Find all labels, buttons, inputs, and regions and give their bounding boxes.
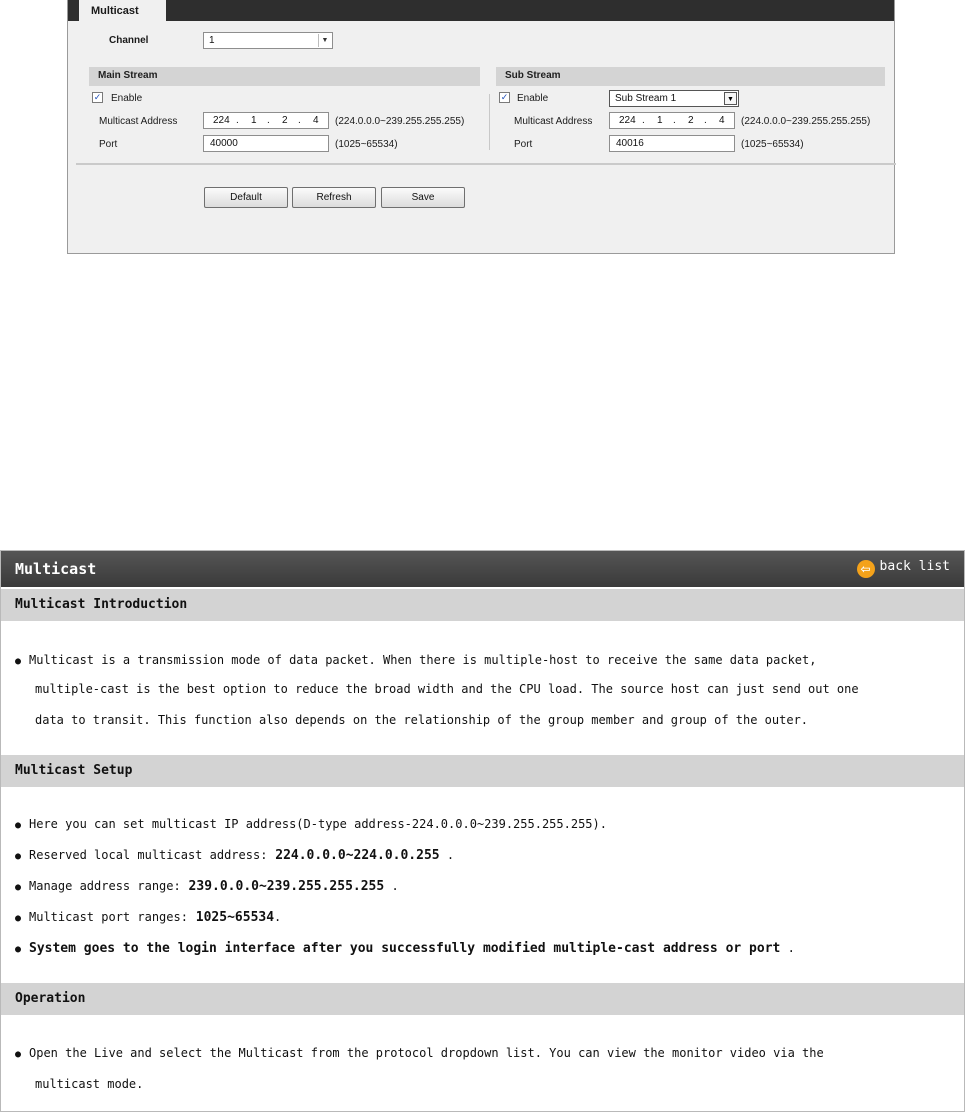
setup-item: ● Multicast port ranges: 1025~65534. [15,910,282,925]
multicast-help-panel [0,550,965,1112]
sub-multicast-address-input[interactable] [609,112,735,129]
operation-line: multicast mode. [35,1077,144,1091]
tab-multicast[interactable]: Multicast [79,0,166,22]
main-enable-checkbox[interactable]: ✓ [93,92,102,102]
main-ip-octet-4[interactable]: 4 [313,115,319,126]
sub-port-label: Port [514,139,533,150]
channel-label: Channel [109,35,149,46]
sub-address-range: (224.0.0.0~239.255.255.255) [741,116,871,127]
refresh-button[interactable]: Refresh [292,187,376,208]
sub-enable-label: Enable [517,93,549,104]
main-ip-octet-1[interactable]: 224 [213,115,230,126]
main-multicast-address-input[interactable] [203,112,329,129]
main-address-label: Multicast Address [99,116,178,127]
sub-stream-select[interactable] [609,90,739,107]
sub-port-input[interactable]: 40016 [609,135,735,152]
save-button[interactable]: Save [381,187,465,208]
back-list-link[interactable] [857,559,950,578]
section-operation: Operation [1,983,964,1015]
main-port-label: Port [99,139,118,150]
bullet-icon: ● [15,820,22,831]
bullet-icon: ● [15,656,22,667]
sub-stream-header: Sub Stream [496,67,885,86]
chevron-down-icon: ▼ [318,34,331,47]
multicast-config-panel [67,0,895,254]
sub-address-label: Multicast Address [514,116,593,127]
main-stream-header: Main Stream [89,67,480,86]
main-address-range: (224.0.0.0~239.255.255.255) [335,116,465,127]
ip-separator: . [236,115,239,126]
operation-line: ● Open the Live and select the Multicast from the protocol dropdown list. You can view the monitor video via the [15,1046,824,1060]
sub-stream-select-value: Sub Stream 1 [615,93,677,104]
ip-separator: . [642,115,645,126]
main-enable-label: Enable [111,93,143,104]
bullet-icon: ● [15,913,22,924]
config-top-bar [68,0,894,21]
bullet-icon: ● [15,851,22,862]
bullet-icon: ● [15,1049,22,1060]
intro-line: data to transit. This function also depends on the relationship of the group member and group of the outer. [35,713,809,727]
default-button[interactable]: Default [204,187,288,208]
stream-divider [489,94,490,150]
main-port-input[interactable]: 40000 [203,135,329,152]
back-arrow-icon: ⇦ [857,560,875,578]
ip-separator: . [704,115,707,126]
sub-ip-octet-1[interactable]: 224 [619,115,636,126]
sub-ip-octet-3[interactable]: 2 [688,115,694,126]
setup-item: ● Here you can set multicast IP address(D-type address-224.0.0.0~239.255.255.255). [15,817,607,831]
intro-line: ● Multicast is a transmission mode of data packet. When there is multiple-host to receive the same data packet, [15,653,817,667]
section-multicast-setup: Multicast Setup [1,755,964,787]
sub-ip-octet-4[interactable]: 4 [719,115,725,126]
bullet-icon: ● [15,882,22,893]
main-port-range: (1025~65534) [335,139,398,150]
intro-line: multiple-cast is the best option to reduce the broad width and the CPU load. The source host can just send out one [35,682,859,696]
channel-select-value: 1 [209,35,215,46]
help-title: Multicast [15,560,97,578]
sub-port-range: (1025~65534) [741,139,804,150]
setup-item: ● System goes to the login interface after you successfully modified multiple-cast address or port . [15,941,795,956]
section-multicast-introduction: Multicast Introduction [1,589,964,621]
help-header [1,551,964,587]
setup-item: ● Reserved local multicast address: 224.0.0.0~224.0.0.255 . [15,848,455,863]
main-ip-octet-3[interactable]: 2 [282,115,288,126]
ip-separator: . [298,115,301,126]
sub-enable-checkbox[interactable]: ✓ [500,92,509,102]
setup-item: ● Manage address range: 239.0.0.0~239.255.255.255 . [15,879,399,894]
sub-ip-octet-2[interactable]: 1 [657,115,663,126]
main-ip-octet-2[interactable]: 1 [251,115,257,126]
ip-separator: . [267,115,270,126]
ip-separator: . [673,115,676,126]
back-list-label: back list [879,559,950,574]
buttons-divider [76,163,896,165]
bullet-icon: ● [15,944,22,955]
chevron-down-icon: ▼ [724,92,737,105]
channel-select[interactable] [203,32,333,49]
